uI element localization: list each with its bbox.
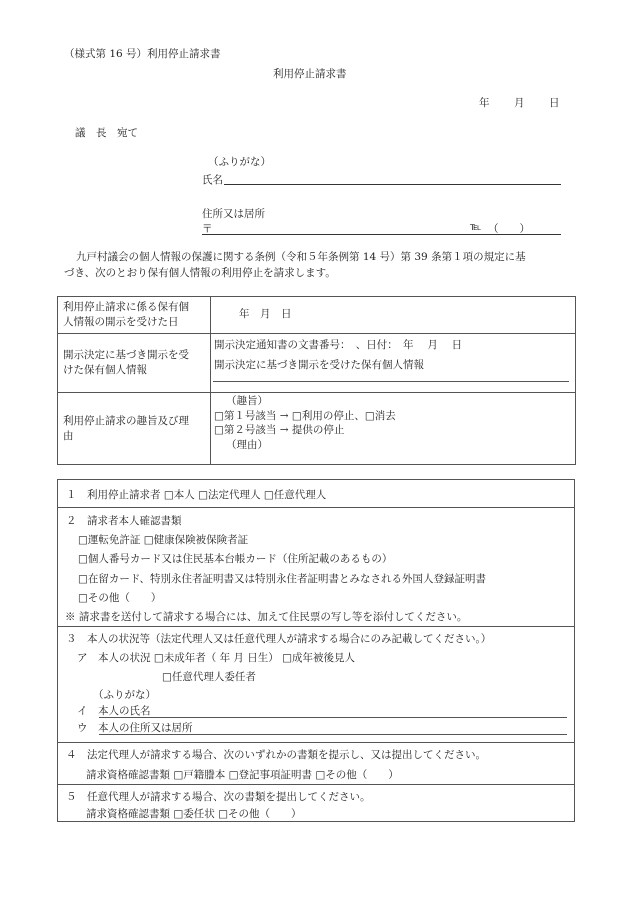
- postal-mark: 〒: [202, 223, 213, 235]
- requester-details-box: [57, 479, 575, 822]
- disclosed-info-field[interactable]: 開示決定通知書の文書番号： 、日付： 年 月 日 開示決定に基づき開示を受けた保有個人情報: [211, 334, 576, 393]
- id-docs-note: ※ 請求書を送付して請求する場合には、加えて住民票の写し等を添付してください。: [65, 611, 468, 623]
- id-docs-option-4[interactable]: □その他（ ）: [78, 592, 162, 604]
- purpose-option-1[interactable]: □第１号該当 → □利用の停止、□消去: [214, 409, 396, 422]
- addressee: 議 長 宛て: [75, 127, 138, 139]
- id-docs-option-2[interactable]: □個人番号カード又は住民基本台帳カード（住所記載のあるもの）: [78, 553, 393, 565]
- disclosure-date-label: 利用停止請求に係る保有個 人情報の開示を受けた日: [58, 297, 211, 334]
- voluntary-agent-title: ５ 任意代理人が請求する場合、次の書類を提出してください。: [66, 791, 371, 803]
- principal-address-field[interactable]: [99, 734, 567, 735]
- legal-agent-docs[interactable]: 請求資格確認書類 □戸籍謄本 □登記事項証明書 □その他（ ）: [86, 769, 399, 781]
- name-label: 氏名: [202, 174, 223, 186]
- principal-status-line-2[interactable]: □任意代理人委任者: [162, 671, 256, 683]
- principal-name-field[interactable]: [99, 717, 567, 718]
- form-number-label: （様式第 16 号）利用停止請求書: [64, 48, 221, 60]
- principal-status-line[interactable]: ア 本人の状況 □未成年者（ 年 月 日生） □成年被後見人: [77, 652, 356, 664]
- disclosed-info-underline: [213, 381, 569, 382]
- principal-address-label: ウ 本人の住所又は居所: [77, 722, 193, 734]
- principal-furigana: （ふりがな）: [93, 689, 156, 701]
- intro-line-2: づき、次のとおり保有個人情報の利用停止を請求します。: [64, 267, 336, 279]
- name-field[interactable]: [224, 184, 561, 185]
- tel-label: ℡: [470, 221, 482, 233]
- purpose-option-2[interactable]: □第２号該当 → 提供の停止: [214, 424, 345, 436]
- principal-name-label: イ 本人の氏名: [77, 705, 151, 717]
- date-year: 年: [479, 97, 490, 109]
- voluntary-agent-docs[interactable]: 請求資格確認書類 □委任状 □その他（ ）: [86, 808, 302, 820]
- divider: [58, 507, 574, 508]
- tel-paren: （ ）: [488, 223, 530, 235]
- intro-line-1: 九戸村議会の個人情報の保護に関する条例（令和５年条例第 14 号）第 39 条第１項の規定に基: [76, 251, 526, 263]
- date-day: 日: [549, 97, 560, 109]
- id-docs-option-3[interactable]: □在留カード、特別永住者証明書又は特別永住者証明書とみなされる外国人登録証明書: [78, 573, 486, 585]
- page-title: 利用停止請求書: [273, 68, 347, 80]
- address-label: 住所又は居所: [202, 208, 265, 220]
- divider: [58, 742, 574, 743]
- purpose-reason-label: 利用停止請求の趣旨及び理 由: [58, 393, 211, 465]
- purpose-reason-field[interactable]: （趣旨） □第１号該当 → □利用の停止、□消去 □第２号該当 → 提供の停止 （理由）: [211, 393, 576, 465]
- applicant-furigana: （ふりがな）: [208, 156, 271, 168]
- requester-type[interactable]: １ 利用停止請求者 □本人 □法定代理人 □任意代理人: [66, 489, 327, 501]
- disclosure-table: [57, 296, 576, 465]
- address-field[interactable]: [202, 234, 561, 235]
- disclosed-info-label: 開示決定に基づき開示を受 けた保有個人情報: [58, 334, 211, 393]
- divider: [58, 626, 574, 627]
- date-month: 月: [514, 97, 525, 109]
- legal-agent-title: ４ 法定代理人が請求する場合、次のいずれかの書類を提示し、又は提出してください。: [66, 749, 486, 761]
- id-docs-title: ２ 請求者本人確認書類: [66, 515, 182, 527]
- id-docs-option-1[interactable]: □運転免許証 □健康保険被保険者証: [78, 534, 249, 546]
- principal-status-title: ３ 本人の状況等（法定代理人又は任意代理人が請求する場合にのみ記載してください。）: [66, 633, 492, 645]
- disclosure-date-field[interactable]: 年 月 日: [211, 297, 576, 334]
- divider: [58, 784, 574, 785]
